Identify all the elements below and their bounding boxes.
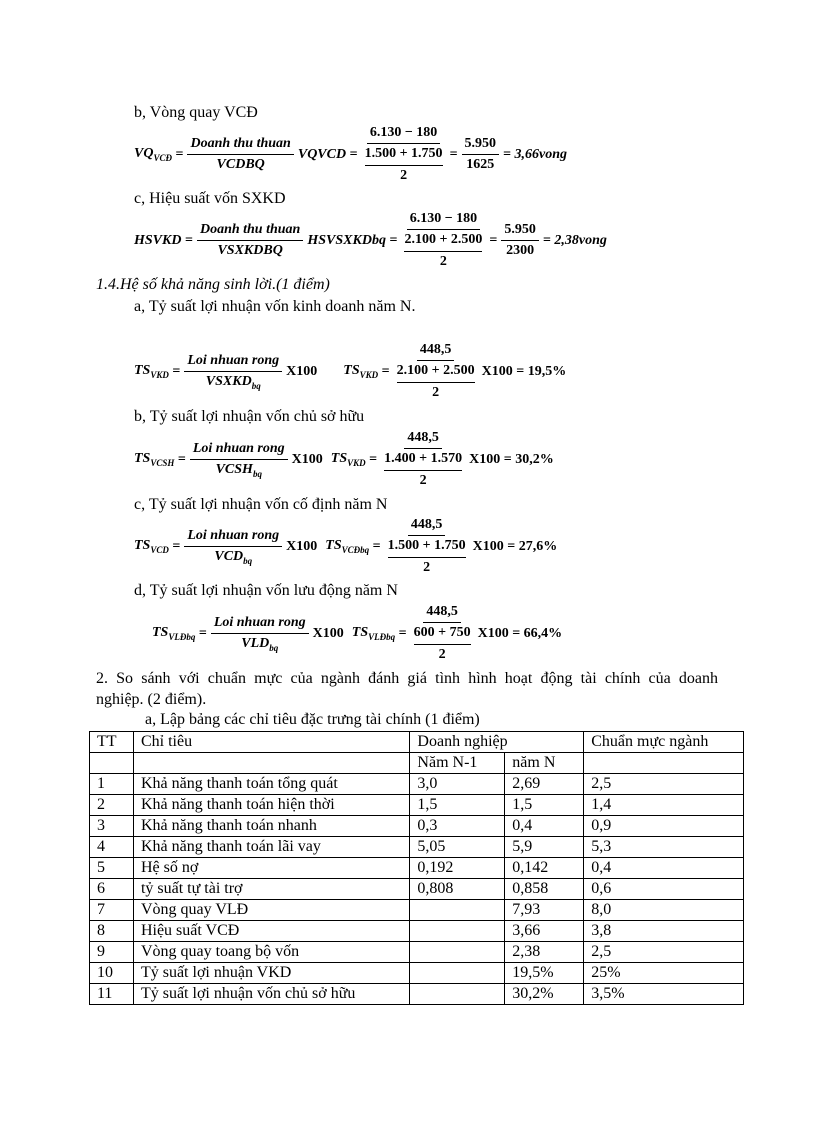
table-cell: Khả năng thanh toán tổng quát	[133, 774, 409, 795]
table-cell: 2,5	[584, 942, 744, 963]
table-cell	[410, 942, 505, 963]
formula-lhs-2: $TS_{VCĐbq}$	[325, 538, 370, 555]
table-cell: 2	[90, 795, 134, 816]
fraction-numerator: Loi nhuan rong	[211, 615, 309, 634]
fraction-numerator: 6.130 − 180	[407, 211, 480, 230]
formula-result: = 3,66vong	[503, 146, 568, 162]
table-cell: 8	[90, 921, 134, 942]
table-row	[90, 837, 744, 858]
heading-ts-vld: d, Tỷ suất lợi nhuận vốn lưu động năm N	[134, 582, 398, 599]
table-cell: 9	[90, 942, 134, 963]
fraction-inner-divisor: 2	[384, 470, 462, 489]
table-cell: 1,5	[410, 795, 505, 816]
formula-lhs: $TS_{VLĐbq}$	[152, 625, 196, 642]
fraction-numerator: Loi nhuan rong	[184, 528, 282, 547]
table-cell	[410, 900, 505, 921]
formula-ts-vld: $TS_{VLĐbq}$ = $\frac{\text{Loi nhuan rong}}{VLD_{bq}}$ X100 $TS_{VLĐbq}$ = 448,5 600 + 750 2 X100 = 66,4%	[152, 604, 563, 662]
table-cell: 0,6	[584, 879, 744, 900]
table-row	[90, 984, 744, 1005]
fraction-inner-sum: 1.500 + 1.750	[364, 146, 443, 161]
formula-vq-vcd: $VQ_{VCĐ}$ = $\frac{\text{Doanh thu thuan}}{\text{VCDBQ}}$ VQVCD = 6.130 − 180 1.500 + 1.750 2 = $\frac{5.950}{1625}$ = 3,66vong	[134, 125, 568, 183]
table-cell: 0,858	[505, 879, 584, 900]
table-cell: Tỷ suất lợi nhuận VKD	[133, 963, 409, 984]
table-cell: 1	[90, 774, 134, 795]
formula-lhs: HSVKD	[134, 232, 182, 248]
fraction-numerator: 448,5	[404, 430, 442, 449]
table-cell: 3	[90, 816, 134, 837]
table-row	[90, 774, 744, 795]
fraction-denominator: VSXKDBQ	[217, 243, 283, 258]
formula-ts-vkd: $TS_{VKD}$ = $\frac{\text{Loi nhuan rong}}{VSXKD_{bq}}$ X100 $TS_{VKD}$ = 448,5 2.100 + 2.500 2 X100 = 19,5%	[134, 342, 567, 400]
table-cell: 10	[90, 963, 134, 984]
fraction-inner-sum: 2.100 + 2.500	[396, 363, 475, 378]
multiplier: X100	[286, 363, 318, 379]
formula-result: X100 = 30,2%	[469, 451, 554, 467]
financial-indicators-table	[89, 731, 744, 1005]
fraction-inner-sum: 2.100 + 2.500	[404, 232, 483, 247]
fraction-numerator: 5.950	[501, 222, 539, 241]
table-cell: 7,93	[505, 900, 584, 921]
table-cell: 1,5	[505, 795, 584, 816]
table-cell	[584, 753, 744, 774]
table-cell: 8,0	[584, 900, 744, 921]
table-cell	[410, 984, 505, 1005]
table-cell	[90, 753, 134, 774]
table-subheader-row	[90, 753, 744, 774]
formula-lhs-2: HSVSXKDbq	[307, 232, 386, 248]
fraction-denominator: $VCD_{bq}$	[214, 548, 253, 566]
table-row	[90, 942, 744, 963]
table-cell: 4	[90, 837, 134, 858]
formula-lhs-2: $TS_{VLĐbq}$	[351, 625, 396, 642]
section-2-line-2: nghiệp. (2 điểm).	[96, 691, 207, 708]
table-cell: 25%	[584, 963, 744, 984]
table-cell: 0,4	[505, 816, 584, 837]
fraction-denominator: 2300	[506, 243, 535, 258]
formula-ts-vcsh: $TS_{VCSH}$ = $\frac{\text{Loi nhuan rong}}{VCSH_{bq}}$ X100 $TS_{VKD}$ = 448,5 1.400 + 1.570 2 X100 = 30,2%	[134, 430, 554, 488]
heading-vong-quay-vcd: b, Vòng quay VCĐ	[134, 104, 258, 121]
table-cell: Khả năng thanh toán lãi vay	[133, 837, 409, 858]
table-cell	[133, 753, 409, 774]
fraction-inner-sum: 1.400 + 1.570	[384, 451, 463, 466]
fraction-numerator: Doanh thu thuan	[197, 222, 303, 241]
formula-result: X100 = 19,5%	[481, 363, 567, 379]
formula-result: X100 = 27,6%	[472, 538, 558, 554]
formula-lhs-2: VQVCD	[297, 146, 347, 162]
table-cell: 0,808	[410, 879, 505, 900]
fraction-denominator: VCDBQ	[216, 157, 265, 172]
heading-hieu-suat-sxkd: c, Hiệu suất vốn SXKD	[134, 190, 286, 207]
table-cell: 5,05	[410, 837, 505, 858]
fraction-inner-sum: 600 + 750	[413, 625, 471, 640]
table-cell: 0,192	[410, 858, 505, 879]
fraction-inner-divisor: 2	[404, 251, 482, 270]
header-nam-n1: Năm N-1	[410, 753, 505, 774]
formula-hsvkd: HSVKD = $\frac{\text{Doanh thu thuan}}{\text{VSXKDBQ}}$ HSVSXKDbq = 6.130 − 180 2.100 + 2.500 2 = $\frac{5.950}{2300}$ = 2,38vong	[134, 211, 607, 269]
table-cell: 6	[90, 879, 134, 900]
table-cell: 2,38	[505, 942, 584, 963]
table-cell: 0,4	[584, 858, 744, 879]
formula-lhs: $TS_{VCSH}$	[134, 451, 175, 468]
table-row	[90, 858, 744, 879]
table-header-row	[90, 732, 744, 753]
formula-lhs: $TS_{VCD}$	[134, 538, 169, 555]
heading-ts-vkd: a, Tỷ suất lợi nhuận vốn kinh doanh năm N.	[134, 298, 416, 315]
table-cell: Hiệu suất VCĐ	[133, 921, 409, 942]
table-cell: 0,3	[410, 816, 505, 837]
fraction-numerator: 448,5	[423, 604, 461, 623]
fraction-inner-divisor: 2	[414, 644, 471, 663]
heading-ts-vcsh: b, Tỷ suất lợi nhuận vốn chủ sở hữu	[134, 408, 365, 425]
table-cell: 11	[90, 984, 134, 1005]
table-row	[90, 879, 744, 900]
formula-lhs: $VQ_{VCĐ}$	[134, 146, 172, 163]
fraction-inner-divisor: 2	[388, 557, 466, 576]
formula-result: = 2,38vong	[542, 232, 607, 248]
table-cell: 3,66	[505, 921, 584, 942]
fraction-numerator: Loi nhuan rong	[184, 353, 282, 372]
table-cell: Vòng quay toang bộ vốn	[133, 942, 409, 963]
formula-ts-vcd: $TS_{VCD}$ = $\frac{\text{Loi nhuan rong}}{VCD_{bq}}$ X100 $TS_{VCĐbq}$ = 448,5 1.500 + 1.750 2 X100 = 27,6%	[134, 517, 558, 575]
header-chuan-muc: Chuẩn mực ngành	[584, 732, 744, 753]
fraction-denominator: $VLD_{bq}$	[241, 635, 279, 653]
table-cell: 1,4	[584, 795, 744, 816]
fraction-numerator: 448,5	[417, 342, 455, 361]
fraction-numerator: Doanh thu thuan	[187, 136, 293, 155]
formula-lhs: $TS_{VKD}$	[134, 363, 169, 380]
formula-lhs-2: $TS_{VKD}$	[330, 451, 366, 468]
header-nam-n: năm N	[505, 753, 584, 774]
table-cell: 19,5%	[505, 963, 584, 984]
table-cell: 2,69	[505, 774, 584, 795]
fraction-numerator: 5.950	[462, 136, 500, 155]
table-cell: Hệ số nợ	[133, 858, 409, 879]
table-cell	[410, 963, 505, 984]
fraction-denominator: $VCSH_{bq}$	[215, 461, 262, 479]
table-cell: 2,5	[584, 774, 744, 795]
table-cell: Tỷ suất lợi nhuận vốn chủ sở hữu	[133, 984, 409, 1005]
table-cell: 0,9	[584, 816, 744, 837]
heading-1-4: 1.4.Hệ số khả năng sinh lời.(1 điểm)	[96, 276, 330, 293]
table-cell: tỷ suất tự tài trợ	[133, 879, 409, 900]
table-cell: 7	[90, 900, 134, 921]
fraction-inner-divisor: 2	[397, 382, 475, 401]
multiplier: X100	[312, 625, 344, 641]
table-cell: Khả năng thanh toán nhanh	[133, 816, 409, 837]
fraction-inner-divisor: 2	[365, 165, 443, 184]
table-cell: 30,2%	[505, 984, 584, 1005]
section-2-line-1: 2. So sánh với chuẩn mực của ngành đánh giá tình hình hoạt động tài chính của doanh	[96, 670, 718, 687]
fraction-numerator: 6.130 − 180	[367, 125, 440, 144]
fraction-numerator: 448,5	[408, 517, 446, 536]
fraction-inner-sum: 1.500 + 1.750	[387, 538, 466, 553]
table-cell: 5,9	[505, 837, 584, 858]
table-row	[90, 963, 744, 984]
table-cell: Vòng quay VLĐ	[133, 900, 409, 921]
table-row	[90, 795, 744, 816]
multiplier: X100	[286, 538, 318, 554]
header-doanh-nghiep: Doanh nghiệp	[410, 732, 584, 753]
table-row	[90, 900, 744, 921]
fraction-denominator: $VSXKD_{bq}$	[205, 373, 261, 391]
heading-ts-vcd: c, Tỷ suất lợi nhuận vốn cố định năm N	[134, 496, 388, 513]
table-cell: 3,8	[584, 921, 744, 942]
heading-lap-bang: a, Lập bảng các chỉ tiêu đặc trưng tài chính (1 điểm)	[145, 711, 480, 728]
table-cell: 3,0	[410, 774, 505, 795]
table-cell	[410, 921, 505, 942]
table-cell: 5,3	[584, 837, 744, 858]
fraction-denominator: 1625	[466, 157, 495, 172]
table-cell: 3,5%	[584, 984, 744, 1005]
formula-result: X100 = 66,4%	[477, 625, 563, 641]
multiplier: X100	[291, 451, 323, 467]
table-cell: Khả năng thanh toán hiện thời	[133, 795, 409, 816]
table-cell: 5	[90, 858, 134, 879]
table-cell: 0,142	[505, 858, 584, 879]
formula-lhs-2: $TS_{VKD}$	[343, 363, 379, 380]
table-row	[90, 816, 744, 837]
header-chi-tieu: Chỉ tiêu	[133, 732, 409, 753]
fraction-numerator: Loi nhuan rong	[190, 441, 288, 460]
header-tt: TT	[90, 732, 134, 753]
table-row	[90, 921, 744, 942]
